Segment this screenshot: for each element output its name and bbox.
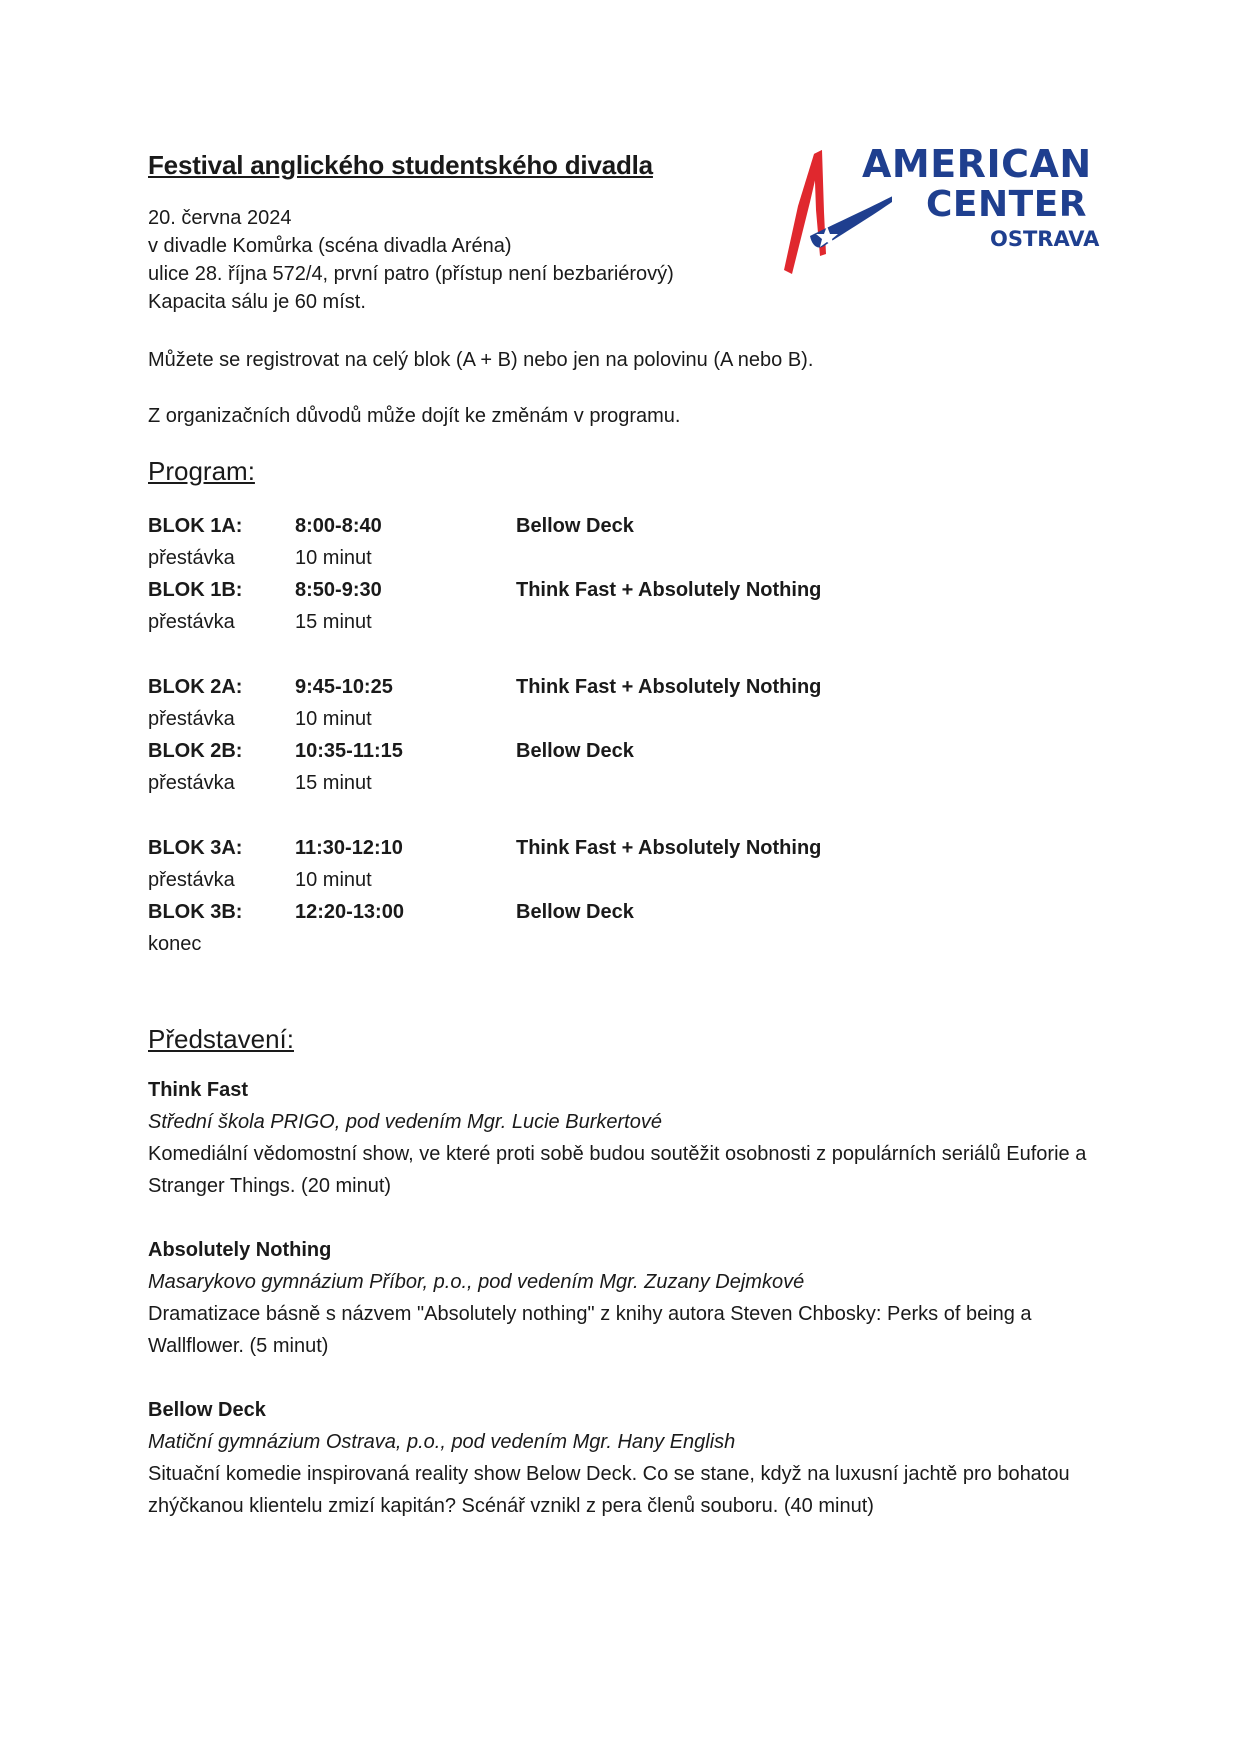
schedule-show: Think Fast + Absolutely Nothing bbox=[516, 676, 822, 698]
event-venue: v divadle Komůrka (scéna divadla Aréna) bbox=[148, 235, 512, 257]
performance-school: Matiční gymnázium Ostrava, p.o., pod vedením Mgr. Hany English bbox=[148, 1431, 736, 1453]
schedule-time: 15 minut bbox=[295, 772, 372, 794]
schedule-time: 11:30-12:10 bbox=[295, 837, 403, 859]
schedule-row bbox=[148, 735, 948, 767]
schedule-row bbox=[148, 606, 948, 638]
schedule-time: 8:50-9:30 bbox=[295, 579, 382, 601]
schedule-label: BLOK 2A: bbox=[148, 676, 243, 698]
schedule-row bbox=[148, 832, 948, 864]
schedule-time: 9:45-10:25 bbox=[295, 676, 393, 698]
logo-text-american: AMERICAN bbox=[862, 142, 1092, 186]
schedule-label: přestávka bbox=[148, 708, 235, 730]
schedule-row bbox=[148, 928, 948, 960]
schedule-label: přestávka bbox=[148, 547, 235, 569]
schedule-label: konec bbox=[148, 933, 202, 955]
event-info bbox=[148, 204, 674, 316]
schedule-time: 10 minut bbox=[295, 708, 372, 730]
schedule-label: přestávka bbox=[148, 772, 235, 794]
schedule-time: 10 minut bbox=[295, 547, 372, 569]
registration-note: Můžete se registrovat na celý blok (A + B) nebo jen na polovinu (A nebo B). bbox=[148, 349, 814, 371]
event-date: 20. června 2024 bbox=[148, 207, 292, 229]
performance-bellow-deck bbox=[148, 1394, 1088, 1522]
schedule-label: přestávka bbox=[148, 611, 235, 633]
performance-description: Komediální vědomostní show, ve které proti sobě budou soutěžit osobnosti z populárních seriálů Euforie a Stranger Things. (20 minut) bbox=[148, 1143, 1087, 1197]
schedule-time: 8:00-8:40 bbox=[295, 515, 382, 537]
performance-think-fast bbox=[148, 1074, 1088, 1202]
program-change-note: Z organizačních důvodů může dojít ke změnám v programu. bbox=[148, 405, 681, 427]
schedule-row bbox=[148, 510, 948, 542]
schedule-label: BLOK 3A: bbox=[148, 837, 243, 859]
event-address: ulice 28. října 572/4, první patro (přístup není bezbariérový) bbox=[148, 263, 674, 285]
performance-absolutely-nothing bbox=[148, 1234, 1088, 1362]
performance-name: Bellow Deck bbox=[148, 1399, 266, 1421]
schedule-show: Think Fast + Absolutely Nothing bbox=[516, 837, 822, 859]
schedule-row bbox=[148, 703, 948, 735]
logo-text-center: CENTER bbox=[926, 184, 1088, 225]
performance-school: Masarykovo gymnázium Příbor, p.o., pod vedením Mgr. Zuzany Dejmkové bbox=[148, 1271, 805, 1293]
schedule-row bbox=[148, 574, 948, 606]
schedule-show: Bellow Deck bbox=[516, 901, 634, 923]
program-heading: Program: bbox=[148, 456, 255, 486]
schedule-row bbox=[148, 542, 948, 574]
performance-name: Think Fast bbox=[148, 1079, 249, 1101]
performance-name: Absolutely Nothing bbox=[148, 1239, 332, 1261]
schedule-time: 10 minut bbox=[295, 869, 372, 891]
schedule-label: BLOK 1A: bbox=[148, 515, 243, 537]
performance-school: Střední škola PRIGO, pod vedením Mgr. Lucie Burkertové bbox=[148, 1111, 662, 1133]
program-schedule bbox=[148, 510, 948, 960]
document-title: Festival anglického studentského divadla bbox=[148, 150, 653, 180]
schedule-time: 15 minut bbox=[295, 611, 372, 633]
schedule-show: Bellow Deck bbox=[516, 740, 634, 762]
performance-description: Situační komedie inspirovaná reality show Below Deck. Co se stane, když na luxusní jachtě pro bohatou zhýčkanou klientelu zmizí kapitán? Scénář vznikl z pera členů souboru. (40 minut) bbox=[148, 1463, 1070, 1517]
schedule-show: Bellow Deck bbox=[516, 515, 634, 537]
schedule-row bbox=[148, 864, 948, 896]
schedule-show: Think Fast + Absolutely Nothing bbox=[516, 579, 822, 601]
logo-text-ostrava: OSTRAVA bbox=[990, 227, 1100, 251]
performances-heading: Představení: bbox=[148, 1024, 294, 1054]
schedule-time: 10:35-11:15 bbox=[295, 740, 403, 762]
schedule-label: BLOK 2B: bbox=[148, 740, 243, 762]
schedule-row bbox=[148, 767, 948, 799]
performance-description: Dramatizace básně s názvem "Absolutely nothing" z knihy autora Steven Chbosky: Perks of being a Wallflower. (5 minut) bbox=[148, 1303, 1032, 1357]
schedule-label: BLOK 3B: bbox=[148, 901, 243, 923]
schedule-row bbox=[148, 671, 948, 703]
schedule-row bbox=[148, 896, 948, 928]
schedule-label: BLOK 1B: bbox=[148, 579, 243, 601]
schedule-time: 12:20-13:00 bbox=[295, 901, 404, 923]
event-capacity: Kapacita sálu je 60 míst. bbox=[148, 291, 366, 313]
schedule-label: přestávka bbox=[148, 869, 235, 891]
american-center-ostrava-logo bbox=[752, 142, 1100, 282]
